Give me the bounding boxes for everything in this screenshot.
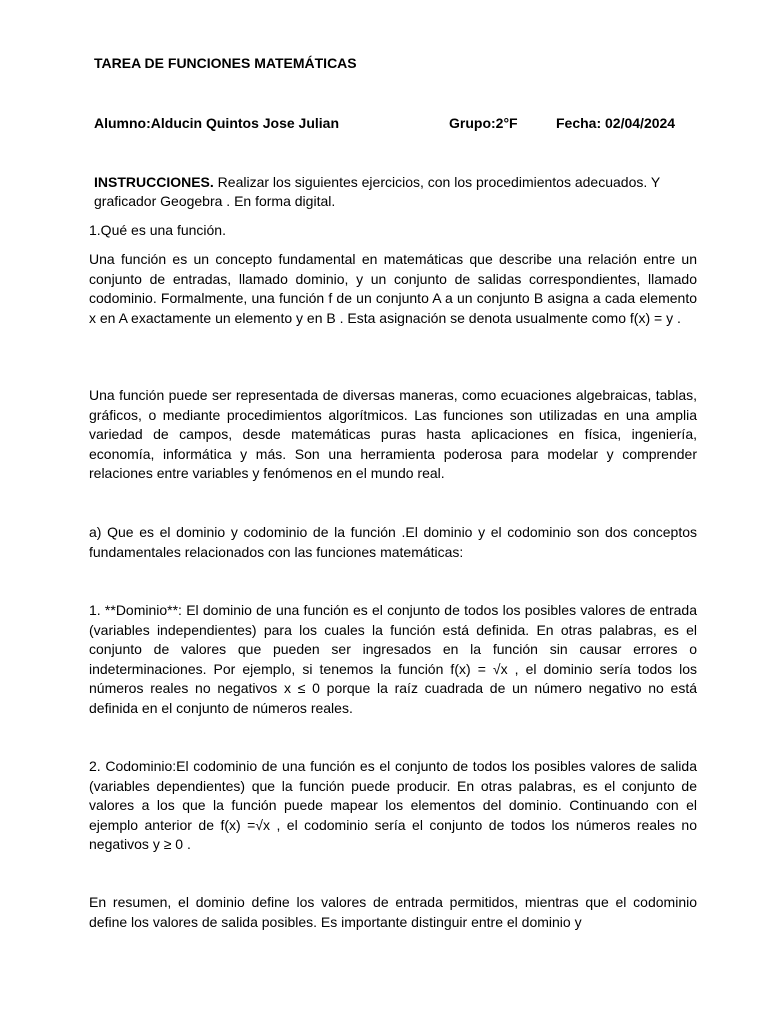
paragraph-domain: 1. **Dominio**: El dominio de una función es el conjunto de todos los posibles valores de entrada (variables independientes) para los cuales la función está definida. En otras palabras, es el conjunto de valores que pueden ser ingresados en la función sin causar errores o indeterminaciones. Por ejemplo, si tenemos la función f(x) = √x , el dominio sería todos los números reales no negativos x ≤ 0 porque la raíz cuadrada de un número negativo no está definida en el conjunto de números reales. [89,602,697,716]
paragraph-function-representation: Una función puede ser representada de diversas maneras, como ecuaciones algebraicas, tablas, gráficos, o mediante procedimientos algorítmicos. Las funciones son utilizadas en una amplia variedad de campos, desde matemáticas puras hasta aplicaciones en física, ingeniería, economía, informática y más. Son una herramienta poderosa para modelar y comprender relaciones entre variables y fenómenos en el mundo real. [89,387,697,481]
paragraph-codomain: 2. Codominio:El codominio de una función es el conjunto de todos los posibles valores de salida (variables dependientes) que la función puede producir. En otras palabras, es el conjunto de valores a los que la función puede mapear los elementos del dominio. Continuando con el ejemplo anterior de f(x) =√x , el codominio sería el conjunto de todos los números reales no negativos y ≥ 0 . [89,758,697,852]
paragraph-summary: En resumen, el dominio define los valores de entrada permitidos, mientras que el codominio define los valores de salida posibles. Es importante distinguir entre el dominio y [89,894,697,930]
document-title: TAREA DE FUNCIONES MATEMÁTICAS [94,55,357,71]
instructions-label: INSTRUCCIONES. [94,174,214,190]
paragraph-function-definition: Una función es un concepto fundamental en matemáticas que describe una relación entre un conjunto de entradas, llamado dominio, y un conjunto de salidas correspondientes, llamado codominio. Formalmente, una función f de un conjunto A a un conjunto B asigna a cada elemento x en A exactamente un elemento y en B . Esta asignación se denota usualmente como f(x) = y . [89,251,697,326]
group-label: Grupo:2°F [449,115,518,131]
paragraph-domain-codomain-intro: a) Que es el dominio y codominio de la función .El dominio y el codominio son dos conceptos fundamentales relacionados con las funciones matemáticas: [89,524,697,560]
question-1: 1.Qué es una función. [89,222,226,238]
instructions [94,173,714,211]
date-label: Fecha: 02/04/2024 [556,115,676,131]
student-name: Alumno:Alducin Quintos Jose Julian [94,115,340,131]
instructions-text: Realizar los siguientes ejercicios, con los procedimientos adecuados. Y graficador Geogebra . En forma digital. [94,174,660,209]
